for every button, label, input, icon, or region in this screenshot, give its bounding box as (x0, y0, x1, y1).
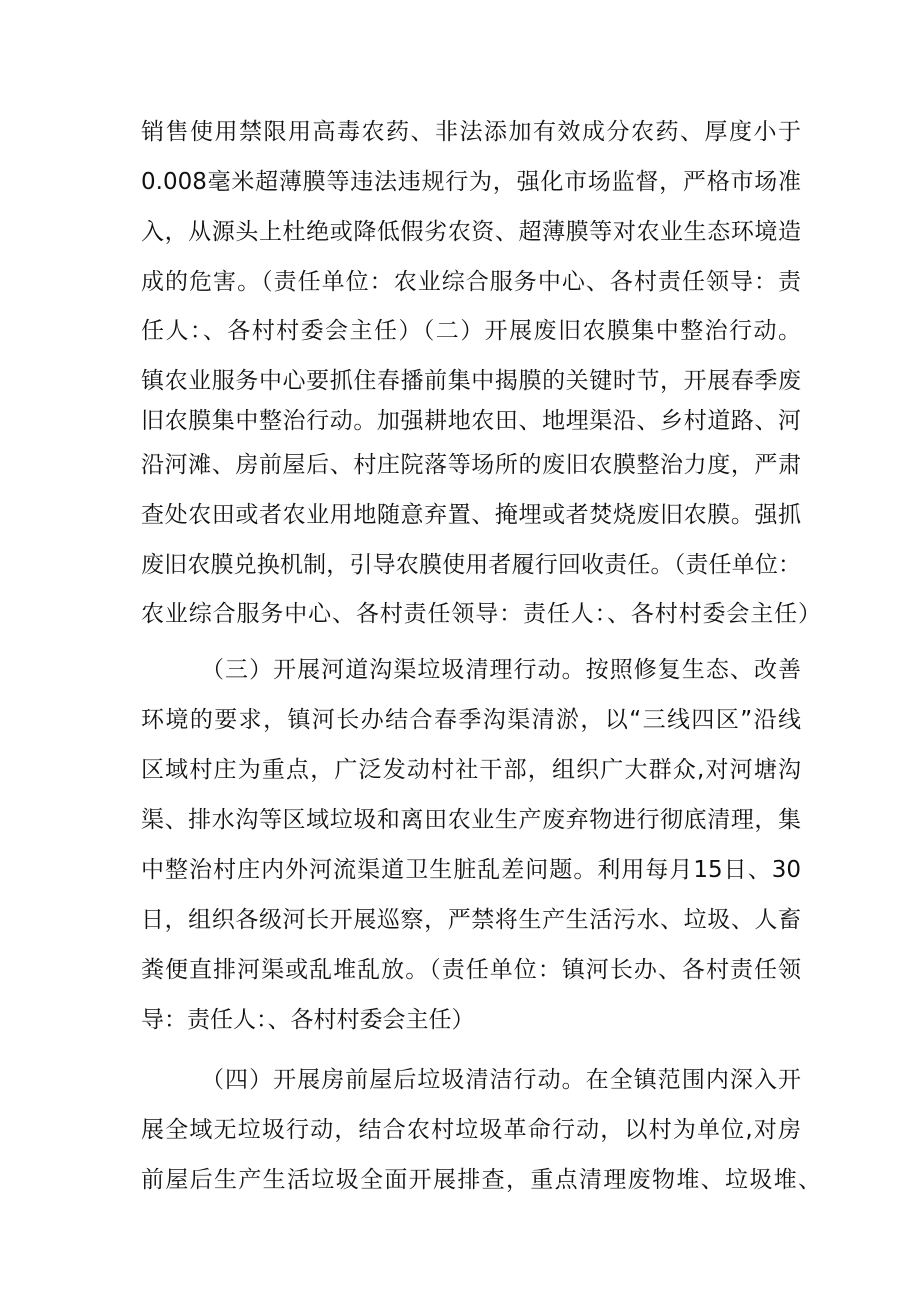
text-line: 日，组织各级河长开展巡察，严禁将生产生活污水、垃圾、人畜 (141, 907, 801, 933)
text-line: 农业综合服务中心、各村责任领导：责任人：、各村村委会主任） (141, 601, 821, 627)
text-line: 沿河滩、房前屋后、村庄院落等场所的废旧农膜整治力度，严肃 (141, 452, 801, 478)
text-line: 废旧农膜兑换机制，引导农膜使用者履行回收责任。（责任单位： (141, 552, 801, 578)
text-line: 渠、排水沟等区域垃圾和离田农业生产废弃物进行彻底清理，集 (141, 807, 801, 833)
text-line: 前屋后生产生活垃圾全面开展排查，重点清理废物堆、垃圾堆、 (141, 1167, 821, 1193)
text-line: 环境的要求，镇河长办结合春季沟渠清淤，以“三线四区”沿线 (141, 707, 801, 733)
text-line: 镇农业服务中心要抓住春播前集中揭膜的关键时节，开展春季废 (141, 368, 801, 394)
text-line: 0.008毫米超薄膜等违法违规行为，强化市场监督，严格市场准 (141, 169, 801, 195)
text-line: 旧农膜集中整治行动。加强耕地农田、地埋渠沿、乡村道路、河 (141, 408, 801, 434)
text-line: 销售使用禁限用高毒农药、非法添加有效成分农药、厚度小于 (141, 119, 801, 145)
text-line: 展全域无垃圾行动，结合农村垃圾革命行动，以村为单位,对房 (141, 1117, 801, 1143)
text-line: 导：责任人：、各村村委会主任） (141, 1007, 475, 1033)
section-heading-line: （四）开展房前屋后垃圾清洁行动。在全镇范围内深入开 (201, 1067, 801, 1093)
text-line: 中整治村庄内外河流渠道卫生脏乱差问题。利用每月15日、30 (141, 857, 801, 883)
text-line: 粪便直排河渠或乱堆乱放。（责任单位：镇河长办、各村责任领 (141, 957, 801, 983)
text-line: 入，从源头上杜绝或降低假劣农资、超薄膜等对农业生态环境造 (141, 219, 801, 245)
text-line: 任人：、各村村委会主任）（二）开展废旧农膜集中整治行动。 (141, 318, 801, 344)
section-heading-line: （三）开展河道沟渠垃圾清理行动。按照修复生态、改善 (201, 657, 801, 683)
text-line: 成的危害。（责任单位：农业综合服务中心、各村责任领导：责 (141, 269, 801, 295)
text-line: 区域村庄为重点，广泛发动村社干部，组织广大群众,对河塘沟 (141, 757, 801, 783)
text-line: 查处农田或者农业用地随意弃置、掩埋或者焚烧废旧农膜。强抓 (141, 502, 801, 528)
